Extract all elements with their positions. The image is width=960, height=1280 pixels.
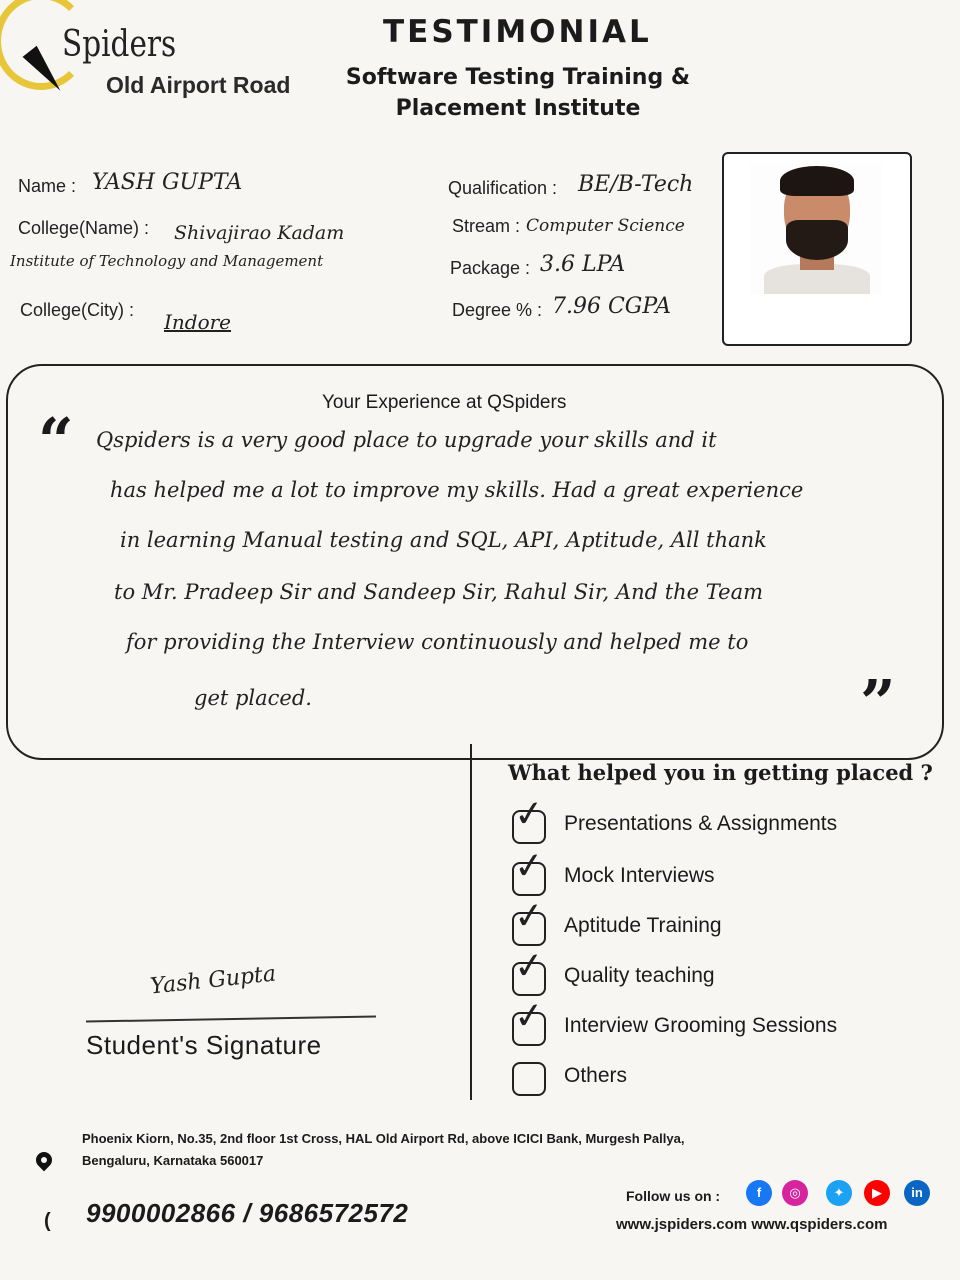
check-icon: ✓: [511, 893, 547, 938]
experience-box: [6, 364, 944, 760]
name-label: Name :: [18, 176, 77, 196]
check-icon: ✓: [511, 791, 547, 836]
follow-label: Follow us on :: [626, 1188, 721, 1204]
youtube-icon[interactable]: ▶: [864, 1180, 890, 1206]
experience-line: has helped me a lot to improve my skills. Had a great experience: [110, 478, 804, 502]
checkbox-label: Aptitude Training: [564, 914, 722, 937]
experience-line: for providing the Interview continuously and helped me to: [126, 630, 749, 654]
twitter-icon[interactable]: ✦: [826, 1180, 852, 1206]
checkbox-label: Presentations & Assignments: [564, 812, 838, 835]
student-photo: [722, 152, 912, 346]
experience-title: Your Experience at QSpiders: [322, 392, 567, 413]
address: [82, 1128, 842, 1172]
websites[interactable]: www.jspiders.com www.qspiders.com: [616, 1216, 888, 1233]
address-line: Bengaluru, Karnataka 560017: [82, 1153, 264, 1168]
checkbox-label: Interview Grooming Sessions: [564, 1014, 838, 1037]
stream-label: Stream :: [452, 216, 521, 236]
city-label: College(City) :: [20, 300, 135, 320]
check-icon: ✓: [511, 943, 547, 988]
experience-line: in learning Manual testing and SQL, API, Aptitude, All thank: [120, 528, 767, 552]
experience-line: get placed.: [194, 686, 312, 710]
checkbox-box[interactable]: [512, 1062, 546, 1096]
qualification-value: BE/B-Tech: [578, 172, 694, 197]
checkbox-label: Mock Interviews: [564, 864, 715, 887]
signature-label: Student's Signature: [86, 1030, 322, 1060]
phone-numbers: 9900002866 / 9686572572: [86, 1198, 409, 1228]
check-icon: ✓: [511, 843, 547, 888]
package-value: 3.6 LPA: [540, 252, 626, 277]
instagram-icon[interactable]: ◎: [782, 1180, 808, 1206]
checkbox-label: Quality teaching: [564, 964, 715, 987]
degree-label: Degree % :: [452, 300, 543, 320]
college-label: College(Name) :: [18, 218, 150, 238]
address-line: Phoenix Kiorn, No.35, 2nd floor 1st Cross, HAL Old Airport Rd, above ICICI Bank, Murgesh Pallya,: [82, 1131, 685, 1146]
section-divider: [470, 744, 472, 1100]
page-title: TESTIMONIAL: [383, 14, 652, 50]
college-value-continued: Institute of Technology and Management: [10, 252, 324, 270]
open-quote-icon: “: [38, 404, 74, 477]
branch-name: Old Airport Road: [106, 72, 291, 98]
signature-line: [86, 1015, 376, 1022]
close-quote-icon: ”: [860, 666, 896, 739]
experience-line: Qspiders is a very good place to upgrade your skills and it: [96, 428, 717, 452]
helped-title: What helped you in getting placed ?: [508, 760, 933, 785]
city-value: Indore: [164, 310, 232, 334]
experience-line: to Mr. Pradeep Sir and Sandeep Sir, Rahul Sir, And the Team: [114, 580, 764, 604]
student-signature: Yash Gupta: [149, 961, 278, 1000]
check-icon: ✓: [511, 993, 547, 1038]
degree-value: 7.96 CGPA: [552, 294, 672, 319]
college-value: Shivajirao Kadam: [174, 222, 345, 244]
package-label: Package :: [450, 258, 531, 278]
photo-portrait: [750, 164, 882, 294]
stream-value: Computer Science: [526, 216, 685, 236]
name-value: YASH GUPTA: [92, 170, 243, 195]
location-pin-icon: [33, 1149, 56, 1172]
logo-text: Spiders: [62, 24, 177, 65]
facebook-icon[interactable]: f: [746, 1180, 772, 1206]
checkbox-label: Others: [564, 1064, 628, 1087]
linkedin-icon[interactable]: in: [904, 1180, 930, 1206]
phone-icon: (: [44, 1210, 51, 1232]
page-subtitle: Software Testing Training & Placement Institute: [345, 65, 691, 121]
qualification-label: Qualification :: [448, 178, 558, 198]
